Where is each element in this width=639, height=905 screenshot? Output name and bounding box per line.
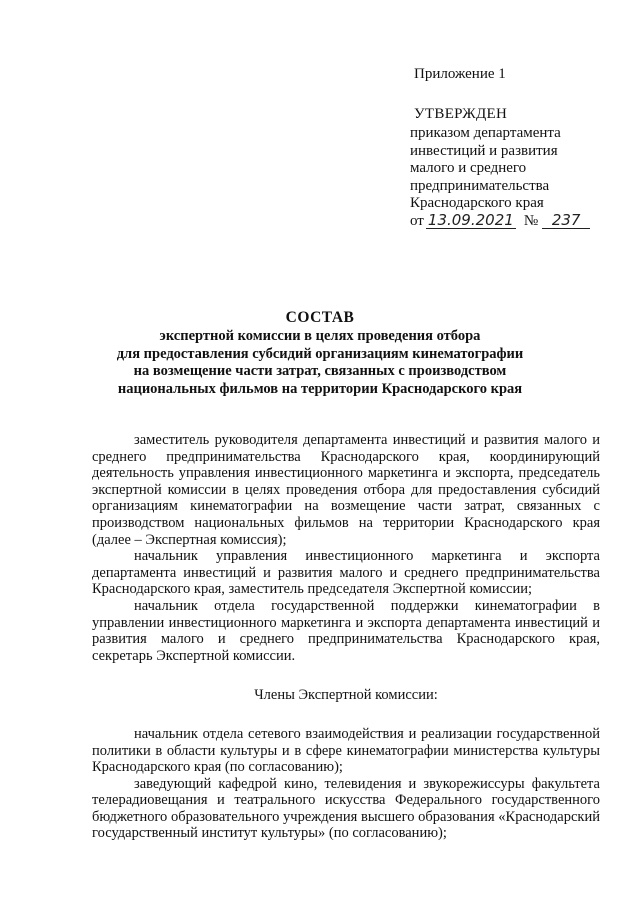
title-line: на возмещение части затрат, связанных с производством <box>133 363 507 379</box>
order-line: приказом департамента <box>410 125 561 141</box>
handwritten-number: 237 <box>542 213 590 229</box>
member-paragraph: начальник отдела сетевого взаимодействия и реализации государственной политики в области культуры и в сфере кинематографии министерства культуры Краснодарского края (по согласованию); <box>92 725 600 776</box>
order-line: Краснодарского края <box>410 195 544 211</box>
order-line: предпринимательства <box>410 177 550 194</box>
number-prefix: № <box>523 212 539 229</box>
order-line: малого и среднего <box>410 160 527 176</box>
order-line: инвестиций и развития <box>410 142 558 159</box>
title-line: экспертной комиссии в целях проведения отбора <box>159 328 481 344</box>
approval-block <box>410 66 610 230</box>
members-heading: Члены Экспертной комиссии: <box>254 687 438 704</box>
secretary-paragraph: начальник отдела государственной поддержки кинематографии в управлении инвестиционного маркетинга и экспорта департамента инвестиций и развития малого и среднего предпринимательства Краснодарского края, секретарь Экспертной комиссии. <box>92 597 600 664</box>
document-title <box>60 308 580 398</box>
document-body <box>92 432 600 842</box>
handwritten-date: 13.09.2021 <box>426 213 516 229</box>
order-date-line <box>410 210 610 231</box>
title-main: СОСТАВ <box>285 309 355 326</box>
appendix-label: Приложение 1 <box>414 66 506 82</box>
title-line: для предоставления субсидий организациям кинематографии <box>116 345 524 362</box>
title-line: национальных фильмов на территории Краснодарского края <box>117 380 523 397</box>
deputy-chairman-paragraph: начальник управления инвестиционного маркетинга и экспорта департамента инвестиций и развития малого и среднего предпринимательства Краснодарского края, заместитель председателя Экспертной комиссии; <box>92 548 600 598</box>
approved-label: УТВЕРЖДЕН <box>414 105 508 122</box>
chairman-paragraph: заместитель руководителя департамента инвестиций и развития малого и среднего предпринимательства Краснодарского края, координирующий деятельность управления инвестиционного маркетинга и экспорта, председатель экспертной комиссии в целях проведения отбора для предоставления субсидий организациям кинематографии на возмещение части затрат, связанных с производством национальных фильмов на территории Краснодарского края (далее – Экспертная комиссия); <box>92 432 600 548</box>
date-prefix: от <box>410 212 424 229</box>
member-paragraph: заведующий кафедрой кино, телевидения и звукорежиссуры факультета телерадиовещания и театрального искусства Федерального государственного бюджетного образовательного учреждения высшего образования «Краснодарский государственный институт культуры» (по согласованию); <box>92 775 600 842</box>
